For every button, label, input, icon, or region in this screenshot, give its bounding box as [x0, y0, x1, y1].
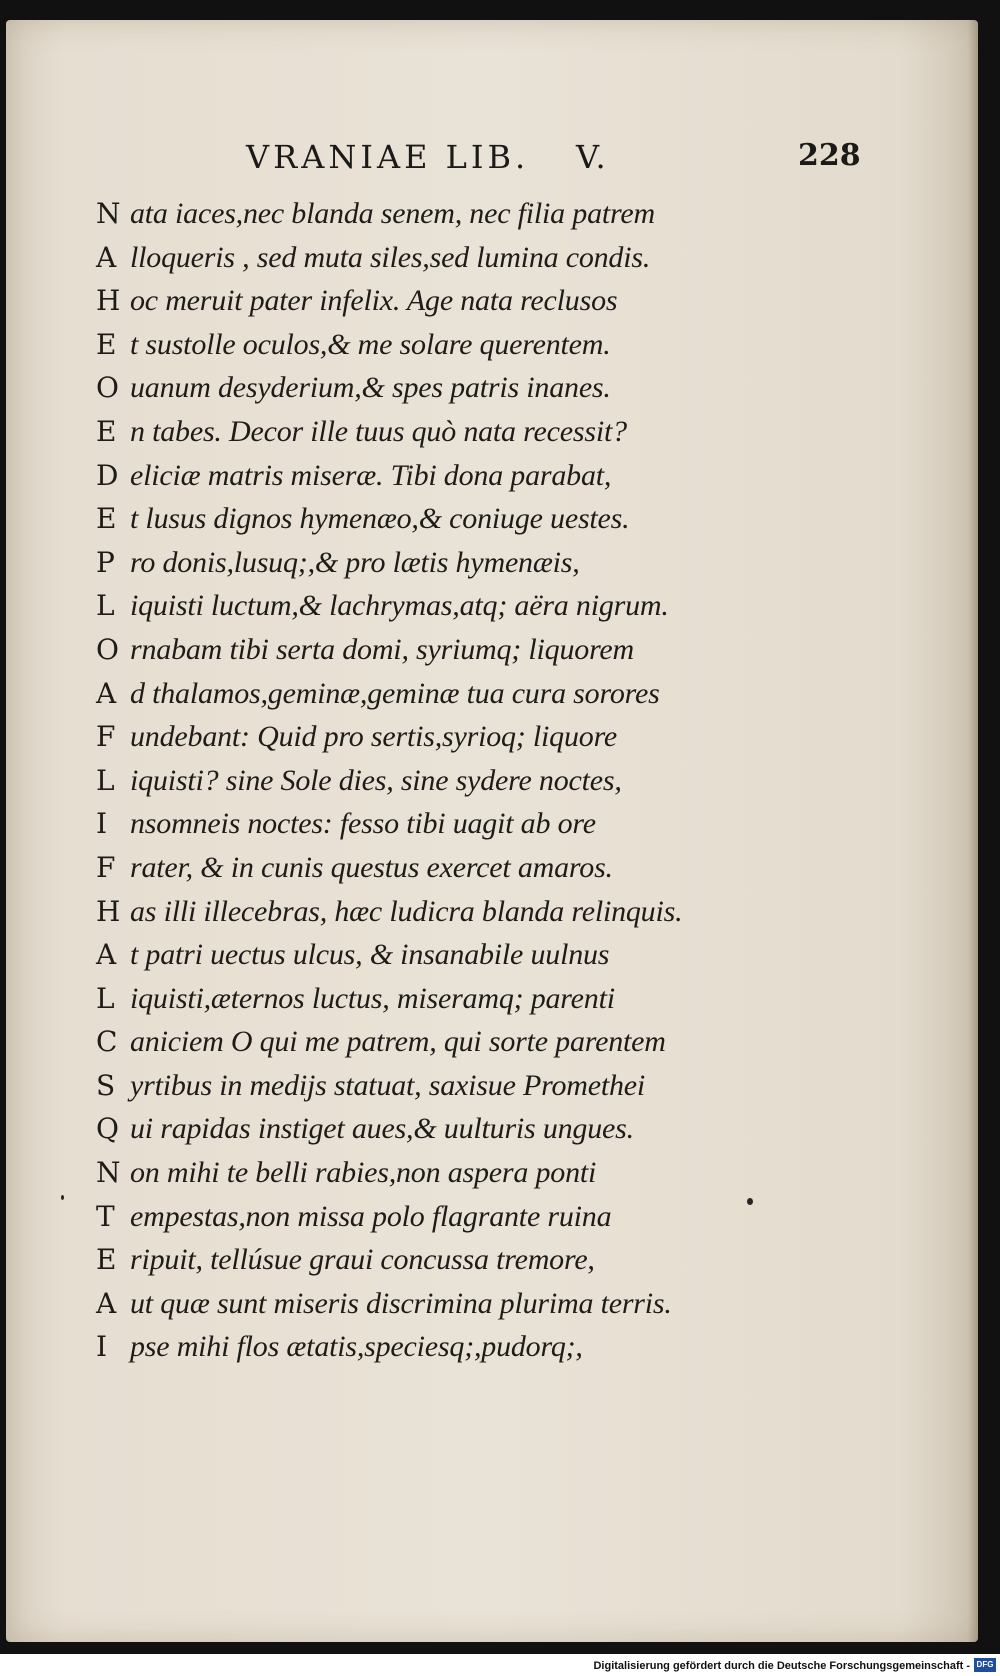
verse-line — [96, 584, 796, 628]
verse-line — [96, 1107, 796, 1151]
verse-initial: I — [96, 807, 108, 841]
verse-initial: D — [96, 458, 119, 492]
verse-line — [96, 933, 796, 977]
verse-line — [96, 323, 796, 367]
verse-line — [96, 672, 796, 716]
verse-line — [96, 1020, 796, 1064]
verse-text: on mihi te belli rabies,non aspera ponti — [130, 1156, 597, 1190]
verse-initial: S — [96, 1068, 116, 1102]
ink-speck — [61, 1195, 64, 1200]
verse-initial: N — [96, 197, 121, 230]
verse-text: iquisti luctum,& lachrymas,atq; aëra nigrum. — [130, 589, 669, 623]
dfg-logo: DFG — [974, 1658, 996, 1672]
verse-initial: P — [96, 545, 115, 579]
verse-line — [96, 759, 796, 803]
verse-initial: A — [96, 938, 117, 972]
verse-initial: A — [96, 676, 117, 710]
verse-line — [96, 1238, 796, 1282]
funding-credit: Digitalisierung gefördert durch die Deutsche Forschungsgemeinschaft - — [593, 1660, 970, 1672]
verse-initial: F — [96, 850, 116, 884]
verse-line — [96, 890, 796, 934]
verse-line — [96, 279, 796, 323]
verse-initial: H — [96, 284, 121, 318]
digitization-footer — [0, 1654, 1000, 1676]
verse-initial: E — [96, 502, 117, 536]
running-head-title: VRANIAE LIB. — [246, 138, 530, 176]
verse-line — [96, 1195, 796, 1239]
verse-line — [96, 802, 796, 846]
verse-line — [96, 846, 796, 890]
verse-line — [96, 628, 796, 672]
verse-line — [96, 236, 796, 280]
verse-text: empestas,non missa polo flagrante ruina — [130, 1199, 612, 1233]
verse-initial: H — [96, 894, 121, 928]
verse-initial: F — [96, 720, 116, 754]
running-head-book-number: V. — [576, 138, 608, 176]
verse-text: t patri uectus ulcus, & insanabile uulnus — [130, 938, 610, 972]
verse-initial: L — [96, 763, 115, 797]
ink-speck — [747, 1198, 753, 1205]
verse-text: pse mihi flos ætatis,speciesq;,pudorq;, — [130, 1330, 583, 1364]
verse-initial: L — [96, 589, 115, 623]
verse-initial: O — [96, 632, 119, 666]
verse-text: t sustolle oculos,& me solare querentem. — [130, 327, 611, 361]
verse-text: oc meruit pater infelix. Age nata reclusos — [130, 284, 618, 318]
verse-line — [96, 410, 796, 454]
verse-initial: E — [96, 414, 117, 448]
verse-text: ata iaces,nec blanda senem, nec filia patrem — [130, 197, 655, 230]
verse-line — [96, 454, 796, 498]
verse-line — [96, 541, 796, 585]
verse-initial: L — [96, 981, 115, 1015]
folio-number: 228 — [798, 138, 861, 173]
verse-text: aniciem O qui me patrem, qui sorte parentem — [130, 1025, 666, 1059]
verse-text: n tabes. Decor ille tuus quò nata recessit? — [130, 414, 627, 448]
verse-text: undebant: Quid pro sertis,syrioq; liquore — [130, 720, 618, 754]
verse-line — [96, 977, 796, 1021]
verse-text: ut quæ sunt miseris discrimina plurima terris. — [130, 1286, 672, 1320]
verse-initial: T — [96, 1199, 115, 1233]
verse-text: iquisti,æternos luctus, miseramq; parenti — [130, 981, 615, 1015]
verse-line — [96, 1064, 796, 1108]
verse-text: rater, & in cunis questus exercet amaros. — [130, 850, 613, 884]
verse-text: ro donis,lusuq;,& pro lætis hymenæis, — [130, 545, 580, 579]
book-page — [6, 20, 978, 1642]
verse-line — [96, 366, 796, 410]
verse-text: yrtibus in medijs statuat, saxisue Promethei — [130, 1068, 646, 1102]
verse-line — [96, 715, 796, 759]
verse-text: t lusus dignos hymenæo,& coniuge uestes. — [130, 502, 630, 536]
verse-initial: A — [96, 1286, 117, 1320]
verse-text: nsomneis noctes: fesso tibi uagit ab ore — [130, 807, 596, 841]
running-head — [246, 138, 866, 182]
verse-text: ui rapidas instiget aues,& uulturis ungues. — [130, 1112, 634, 1146]
verse-line — [96, 497, 796, 541]
verse-initial: E — [96, 1243, 117, 1277]
verse-line — [96, 192, 796, 236]
verse-line — [96, 1151, 796, 1195]
verse-text: lloqueris , sed muta siles,sed lumina condis. — [130, 240, 651, 274]
verse-initial: O — [96, 371, 119, 405]
verse-text: eliciæ matris miseræ. Tibi dona parabat, — [130, 458, 612, 492]
verse-line — [96, 1325, 796, 1369]
verse-text: rnabam tibi serta domi, syriumq; liquorem — [130, 632, 635, 666]
verse-text: uanum desyderium,& spes patris inanes. — [130, 371, 611, 405]
verse-initial: A — [96, 240, 117, 274]
verse-text: ripuit, tellúsue graui concussa tremore, — [130, 1243, 595, 1277]
verse-text: d thalamos,geminæ,geminæ tua cura sorores — [130, 676, 660, 710]
verse-initial: Q — [96, 1112, 119, 1146]
verse-text: iquisti? sine Sole dies, sine sydere noctes, — [130, 763, 622, 797]
verse-line — [96, 1282, 796, 1326]
verse-text: as illi illecebras, hæc ludicra blanda relinquis. — [130, 894, 683, 928]
verse-initial: E — [96, 327, 117, 361]
verse-initial: I — [96, 1330, 108, 1364]
verse-list — [96, 192, 796, 1369]
verse-initial: C — [96, 1025, 118, 1059]
page-edge-shadow — [968, 20, 978, 1642]
verse-initial: N — [96, 1156, 121, 1190]
